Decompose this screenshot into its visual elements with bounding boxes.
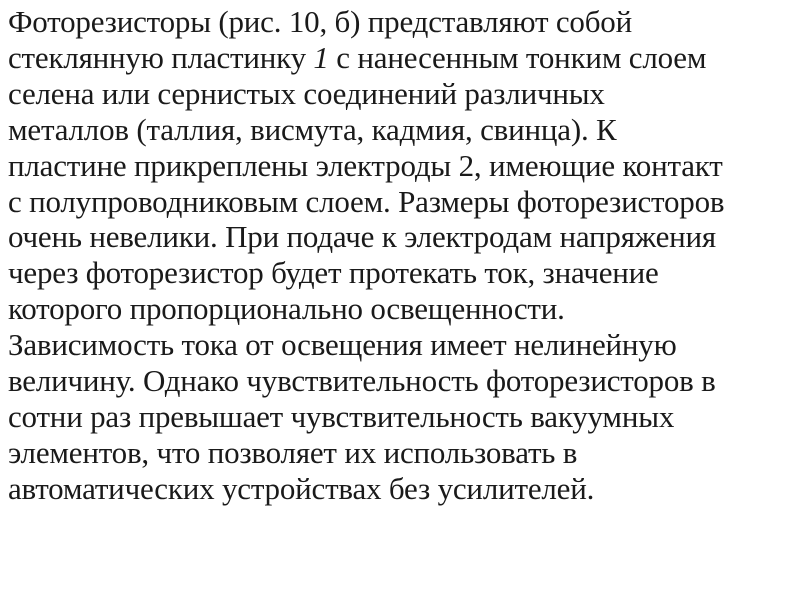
text-line: величину. Однако чувствительность фоторезисторов в <box>8 363 716 399</box>
text-line: очень невелики. При подаче к электродам напряжения <box>8 219 716 255</box>
text-line: металлов (таллия, висмута, кадмия, свинца). К <box>8 111 617 147</box>
text-line: автоматических устройствах без усилителей. <box>8 470 595 506</box>
text-line: селена или сернистых соединений различных <box>8 75 605 111</box>
text-line: с полупроводниковым слоем. Размеры фоторезисторов <box>8 183 725 219</box>
text-line: сотни раз превышает чувствительность вакуумных <box>8 398 675 434</box>
text-line: элементов, что позволяет их использовать в <box>8 434 578 470</box>
figure-reference-italic: 1 <box>313 39 329 75</box>
text-line: которого пропорционально освещенности. <box>8 291 565 327</box>
text-line: Фоторезисторы (рис. 10, б) представляют собой <box>8 4 632 39</box>
text-line: пластине прикреплены электроды 2, имеющие контакт <box>8 147 723 183</box>
body-paragraph <box>8 4 798 507</box>
text-line: Зависимость тока от освещения имеет нелинейную <box>8 327 677 363</box>
text-line: через фоторезистор будет протекать ток, значение <box>8 255 659 291</box>
text-segment: с нанесенным тонким слоем <box>328 39 707 75</box>
text-line <box>8 40 798 76</box>
text-segment: стеклянную пластинку <box>8 39 314 75</box>
